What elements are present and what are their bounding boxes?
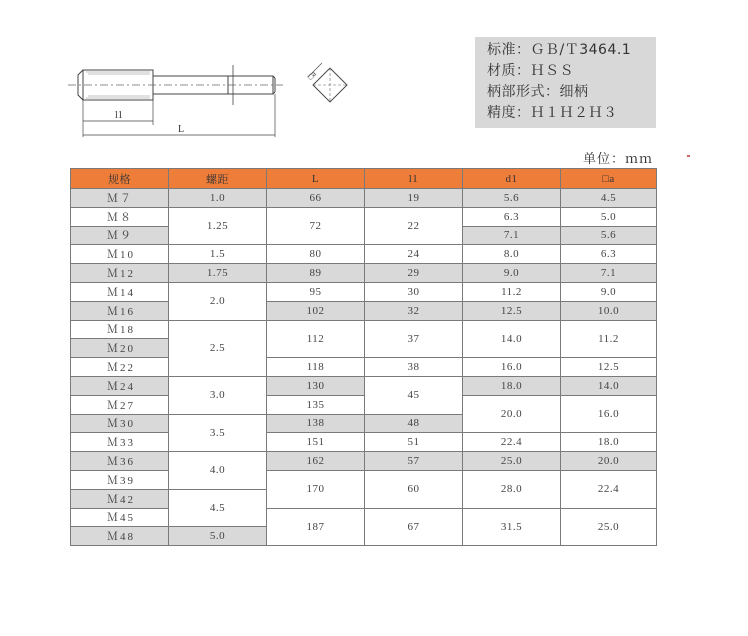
unit-label: 单位：ｍｍ xyxy=(583,152,654,167)
cell-L: 80 xyxy=(267,245,365,264)
cell-l1: 38 xyxy=(365,358,463,377)
cell-a: 5.6 xyxy=(561,226,657,245)
table-row xyxy=(71,264,657,283)
cell-size: Ｍ39 xyxy=(71,470,169,489)
cell-l1: 32 xyxy=(365,301,463,320)
cell-l1: 22 xyxy=(365,207,463,245)
cell-pitch: 1.0 xyxy=(169,189,267,208)
cell-pitch: 1.25 xyxy=(169,207,267,245)
cell-a: 10.0 xyxy=(561,301,657,320)
cell-size: Ｍ９ xyxy=(71,226,169,245)
cell-size: Ｍ33 xyxy=(71,433,169,452)
table-row xyxy=(71,470,657,489)
cell-a: 20.0 xyxy=(561,452,657,471)
spec-table xyxy=(70,168,657,546)
cell-d1: 12.5 xyxy=(463,301,561,320)
spec-box xyxy=(475,37,656,128)
cell-pitch: 2.5 xyxy=(169,320,267,376)
cell-size: Ｍ27 xyxy=(71,395,169,414)
cell-size: Ｍ20 xyxy=(71,339,169,358)
cell-d1: 7.1 xyxy=(463,226,561,245)
cell-a: 25.0 xyxy=(561,508,657,546)
label-a: □a xyxy=(305,69,318,82)
cell-a: 14.0 xyxy=(561,376,657,395)
cell-size: Ｍ16 xyxy=(71,301,169,320)
table-row xyxy=(71,245,657,264)
cell-size: Ｍ12 xyxy=(71,264,169,283)
label-l1: l1 xyxy=(115,110,123,121)
table-row xyxy=(71,433,657,452)
cell-l1: 48 xyxy=(365,414,463,433)
table-header-row xyxy=(71,169,657,189)
table-row xyxy=(71,189,657,208)
decorative-mark xyxy=(687,155,690,157)
cell-d1: 6.3 xyxy=(463,207,561,226)
cell-L: 130 xyxy=(267,376,365,395)
table-row xyxy=(71,320,657,339)
header-L: L xyxy=(267,169,365,189)
cell-L: 187 xyxy=(267,508,365,546)
cell-size: Ｍ22 xyxy=(71,358,169,377)
cell-L: 72 xyxy=(267,207,365,245)
cell-d1: 25.0 xyxy=(463,452,561,471)
cell-pitch: 5.0 xyxy=(169,527,267,546)
cell-L: 138 xyxy=(267,414,365,433)
cell-l1: 67 xyxy=(365,508,463,546)
cell-a: 11.2 xyxy=(561,320,657,358)
cell-L: 118 xyxy=(267,358,365,377)
cell-a: 7.1 xyxy=(561,264,657,283)
header-size: 规格 xyxy=(71,169,169,189)
header-d1: d1 xyxy=(463,169,561,189)
cell-l1: 57 xyxy=(365,452,463,471)
cell-a: 22.4 xyxy=(561,470,657,508)
cell-d1: 14.0 xyxy=(463,320,561,358)
cell-size: Ｍ18 xyxy=(71,320,169,339)
cell-l1: 37 xyxy=(365,320,463,358)
cell-L: 102 xyxy=(267,301,365,320)
table-row xyxy=(71,207,657,226)
tap-drawing xyxy=(68,55,368,145)
cell-pitch: 3.5 xyxy=(169,414,267,452)
cell-a: 9.0 xyxy=(561,282,657,301)
spec-precision: 精度：Ｈ１Ｈ２Ｈ３ xyxy=(487,105,618,121)
cell-L: 135 xyxy=(267,395,365,414)
cell-size: Ｍ24 xyxy=(71,376,169,395)
cell-l1: 30 xyxy=(365,282,463,301)
cell-L: 66 xyxy=(267,189,365,208)
spec-material: 材质：ＨＳＳ xyxy=(487,63,574,79)
cell-L: 170 xyxy=(267,470,365,508)
cell-L: 89 xyxy=(267,264,365,283)
cell-size: Ｍ７ xyxy=(71,189,169,208)
cell-pitch: 3.0 xyxy=(169,376,267,414)
cell-d1: 9.0 xyxy=(463,264,561,283)
cell-a: 12.5 xyxy=(561,358,657,377)
cell-size: Ｍ45 xyxy=(71,508,169,527)
cell-a: 18.0 xyxy=(561,433,657,452)
cell-size: Ｍ30 xyxy=(71,414,169,433)
cell-d1: 20.0 xyxy=(463,395,561,433)
cell-pitch: 4.5 xyxy=(169,489,267,527)
cell-a: 4.5 xyxy=(561,189,657,208)
cell-size: Ｍ36 xyxy=(71,452,169,471)
cell-a: 6.3 xyxy=(561,245,657,264)
header-l1: l1 xyxy=(365,169,463,189)
table-row xyxy=(71,508,657,527)
cell-l1: 60 xyxy=(365,470,463,508)
cell-d1: 31.5 xyxy=(463,508,561,546)
cell-d1: 5.6 xyxy=(463,189,561,208)
table-row xyxy=(71,395,657,414)
cell-pitch: 1.75 xyxy=(169,264,267,283)
cell-L: 151 xyxy=(267,433,365,452)
cell-size: Ｍ８ xyxy=(71,207,169,226)
cell-l1: 24 xyxy=(365,245,463,264)
cell-L: 95 xyxy=(267,282,365,301)
table-row xyxy=(71,301,657,320)
cell-d1: 11.2 xyxy=(463,282,561,301)
table-row xyxy=(71,376,657,395)
cell-l1: 19 xyxy=(365,189,463,208)
cell-d1: 18.0 xyxy=(463,376,561,395)
spec-shank-type: 柄部形式：细柄 xyxy=(487,84,589,100)
cell-a: 16.0 xyxy=(561,395,657,433)
table-row xyxy=(71,452,657,471)
cell-l1: 29 xyxy=(365,264,463,283)
cell-pitch: 4.0 xyxy=(169,452,267,490)
cell-pitch: 1.5 xyxy=(169,245,267,264)
cell-size: Ｍ14 xyxy=(71,282,169,301)
cell-L: 112 xyxy=(267,320,365,358)
cell-d1: 22.4 xyxy=(463,433,561,452)
cell-l1: 45 xyxy=(365,376,463,414)
cell-a: 5.0 xyxy=(561,207,657,226)
table-row xyxy=(71,282,657,301)
cell-d1: 28.0 xyxy=(463,470,561,508)
cell-size: Ｍ48 xyxy=(71,527,169,546)
header-pitch: 螺距 xyxy=(169,169,267,189)
label-L: L xyxy=(178,124,185,135)
cell-size: Ｍ10 xyxy=(71,245,169,264)
header-a: □a xyxy=(561,169,657,189)
cell-d1: 16.0 xyxy=(463,358,561,377)
cell-size: Ｍ42 xyxy=(71,489,169,508)
cell-l1: 51 xyxy=(365,433,463,452)
table-row xyxy=(71,358,657,377)
cell-pitch: 2.0 xyxy=(169,282,267,320)
cell-L: 162 xyxy=(267,452,365,471)
cell-d1: 8.0 xyxy=(463,245,561,264)
spec-standard: 标准：ＧＢ/Ｔ3464.1 xyxy=(487,42,632,58)
